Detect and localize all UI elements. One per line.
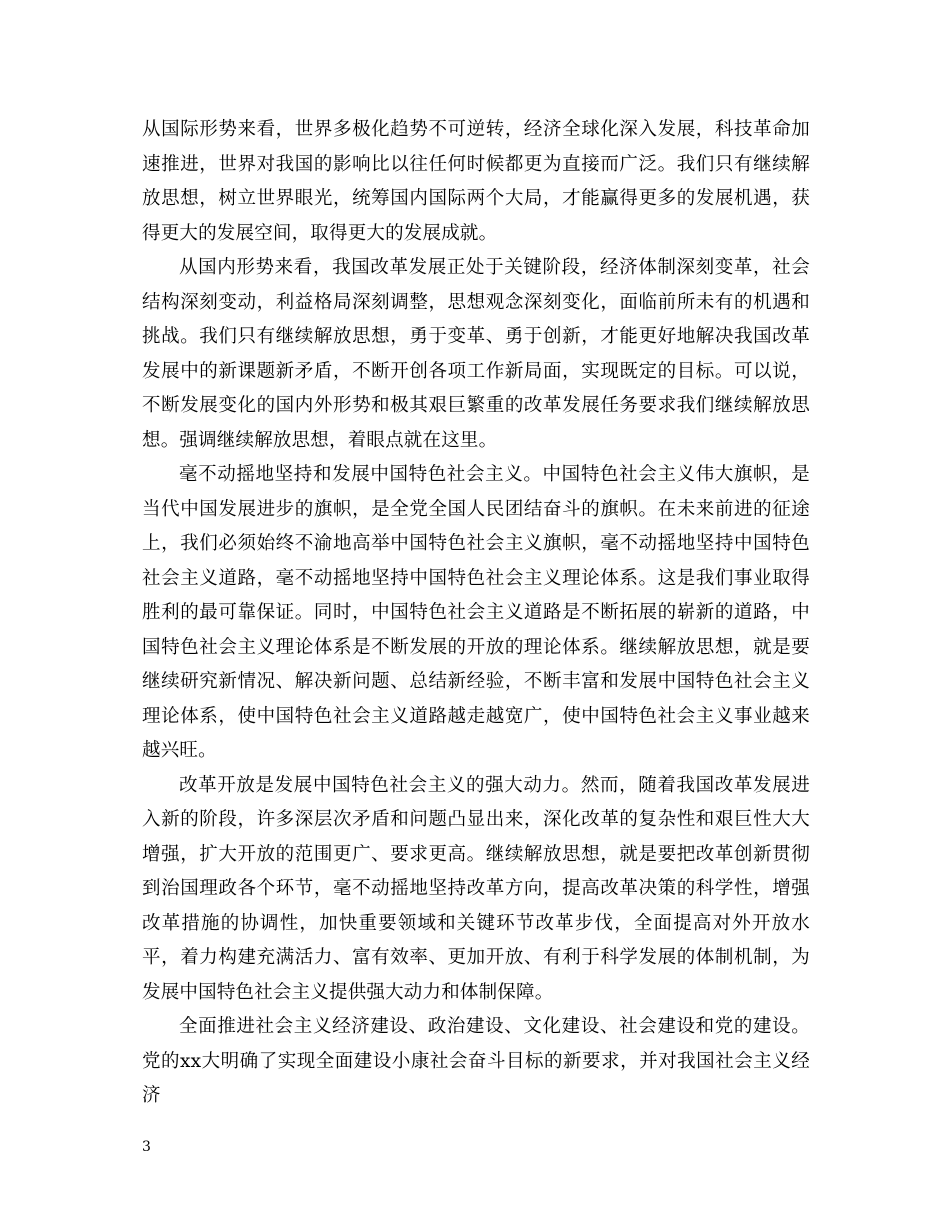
paragraph-international-situation: 从国际形势来看，世界多极化趋势不可逆转，经济全球化深入发展，科技革命加速推进，世界对我国的影响比以往任何时候都更为直接而广泛。我们只有继续解放思想，树立世界眼光，统筹国内国际两个大局，才能赢得更多的发展机遇，获得更大的发展空间，取得更大的发展成就。 xyxy=(142,119,810,244)
document-body xyxy=(142,113,810,1114)
paragraph-domestic-situation: 从国内形势来看，我国改革发展正处于关键阶段，经济体制深刻变革，社会结构深刻变动，利益格局深刻调整，思想观念深刻变化，面临前所未有的机遇和挑战。我们只有继续解放思想，勇于变革、勇于创新，才能更好地解决我国改革发展中的新课题新矛盾，不断开创各项工作新局面，实现既定的目标。可以说，不断发展变化的国内外形势和极其艰巨繁重的改革发展任务要求我们继续解放思想。强调继续解放思想，着眼点就在这里。 xyxy=(142,257,810,451)
page-number: 3 xyxy=(142,1139,151,1155)
paragraph-socialism-characteristics: 毫不动摇地坚持和发展中国特色社会主义。中国特色社会主义伟大旗帜，是当代中国发展进步的旗帜，是全党全国人民团结奋斗的旗帜。在未来前进的征途上，我们必须始终不渝地高举中国特色社会主义旗帜，毫不动摇地坚持中国特色社会主义道路，毫不动摇地坚持中国特色社会主义理论体系。这是我们事业取得胜利的最可靠保证。同时，中国特色社会主义道路是不断拓展的崭新的道路，中国特色社会主义理论体系是不断发展的开放的理论体系。继续解放思想，就是要继续研究新情况、解决新问题、总结新经验，不断丰富和发展中国特色社会主义理论体系，使中国特色社会主义道路越走越宽广，使中国特色社会主义事业越来越兴旺。 xyxy=(142,464,810,761)
paragraph-reform-opening: 改革开放是发展中国特色社会主义的强大动力。然而，随着我国改革发展进入新的阶段，许多深层次矛盾和问题凸显出来，深化改革的复杂性和艰巨性大大增强，扩大开放的范围更广、要求更高。继续解放思想，就是要把改革创新贯彻到治国理政各个环节，毫不动摇地坚持改革方向，提高改革决策的科学性，增强改革措施的协调性，加快重要领域和关键环节改革步伐，全面提高对外开放水平，着力构建充满活力、富有效率、更加开放、有利于科学发展的体制机制，为发展中国特色社会主义提供强大动力和体制保障。 xyxy=(142,774,810,1003)
paragraph-comprehensive-construction: 全面推进社会主义经济建设、政治建设、文化建设、社会建设和党的建设。党的xx大明确了实现全面建设小康社会奋斗目标的新要求，并对我国社会主义经济 xyxy=(142,1016,810,1106)
